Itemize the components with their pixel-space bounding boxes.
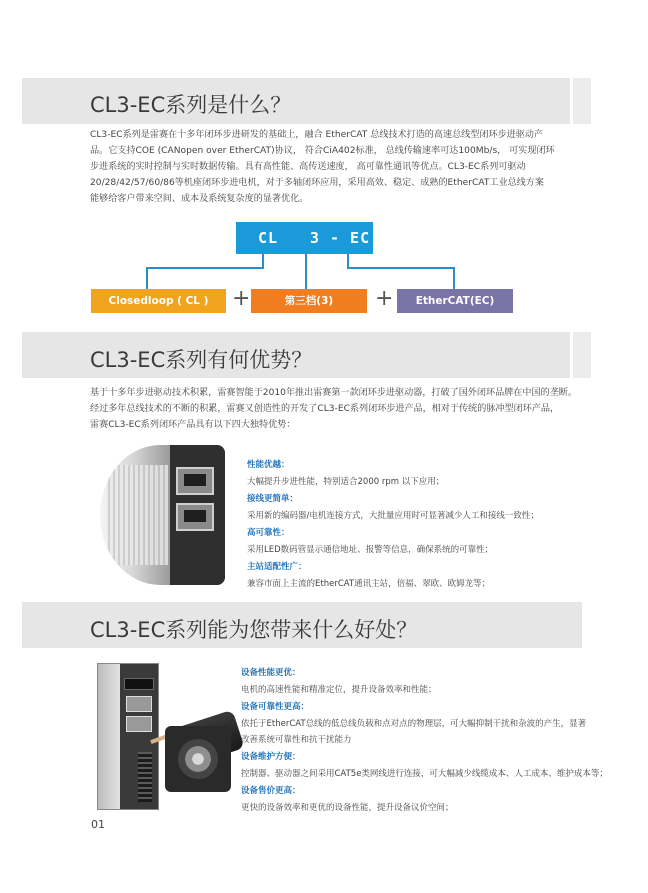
section2-line: 基于十多年步进驱动技术积累，雷赛智能于2010年推出雷赛第一款闭环步进驱动器，打破了国外闭环品牌在中国的垄断。 xyxy=(90,388,577,398)
section2-header-tab xyxy=(573,332,591,378)
ethercat-pill: EtherCAT(EC) xyxy=(397,289,513,313)
benefit-text: 改善系统可靠性和抗干扰能力 xyxy=(241,735,352,745)
feature-text: 采用LED数码管显示通信地址、报警等信息，确保系统的可靠性； xyxy=(247,545,494,555)
section1-line: CL3-EC系列是雷赛在十多年闭环步进研发的基础上，融合 EtherCAT 总线技术打造的高速总线型闭环步进驱动产 xyxy=(90,130,544,140)
feature-text: 采用新的编码器/电机连接方式，大批量应用时可显著减少人工和接线一致性； xyxy=(247,511,539,521)
benefit-title: 设备售价更高： xyxy=(241,786,301,796)
feature-text: 兼容市面上主流的EtherCAT通讯主站，倍福、翠欧、欧姆龙等； xyxy=(247,579,491,589)
third-level-pill: 第三档(3) xyxy=(251,289,367,313)
connector-line xyxy=(453,267,455,289)
benefit-title: 设备维护方便： xyxy=(241,752,301,762)
feature-text: 大幅提升步进性能，特别适合2000 rpm 以下应用； xyxy=(247,477,445,487)
plus-sign: + xyxy=(375,286,394,311)
model-name-box xyxy=(236,222,373,254)
benefit-text: 电机的高速性能和精准定位，提升设备效率和性能； xyxy=(241,685,437,695)
connector-line xyxy=(347,254,349,268)
section1-line: 能够给客户带来空间、成本及系统复杂度的显著优化。 xyxy=(90,194,309,204)
section1-title: CL3-EC系列是什么？ xyxy=(90,93,292,117)
section2-line: 经过多年总线技术的不断的积累，雷赛又创造性的开发了CL3-EC系列闭环步进产品，相对于传统的脉冲型闭环产品， xyxy=(90,404,560,414)
benefit-text: 依托于EtherCAT总线的低总线负载和点对点的物理层，可大幅抑制干扰和杂波的产生，显著 xyxy=(241,719,587,729)
section2-title: CL3-EC系列有何优势？ xyxy=(90,348,313,372)
connector-line xyxy=(146,267,264,269)
ethernet-port-product-image xyxy=(100,445,225,585)
plus-sign: + xyxy=(232,286,251,311)
section1-header-tab xyxy=(573,78,591,124)
connector-line xyxy=(305,254,307,289)
feature-title: 主站适配性广： xyxy=(247,562,307,572)
section2-line: 雷赛CL3-EC系列闭环产品具有以下四大独特优势： xyxy=(90,420,296,430)
section3-title: CL3-EC系列能为您带来什么好处？ xyxy=(90,618,418,642)
section1-line: 品。它支持COE (CANopen over EtherCAT)协议， 符合CiA402标准， 总线传输速率可达100Mb/s， 可实现闭环 xyxy=(90,146,555,156)
benefit-text: 更快的设备效率和更优的设备性能，提升设备议价空间； xyxy=(241,803,454,813)
feature-title: 接线更简单： xyxy=(247,494,299,504)
connector-line xyxy=(146,267,148,289)
stepper-motor-image xyxy=(165,726,231,792)
closedloop-pill: Closedloop ( CL ) xyxy=(91,289,226,313)
model-part-ec: - EC xyxy=(330,229,371,247)
benefit-text: 控制器、驱动器之间采用CAT5e类网线进行连接，可大幅减少线缆成本、人工成本、维护成本等； xyxy=(241,769,608,779)
page-number: 01 xyxy=(91,818,105,831)
benefit-title: 设备性能更优： xyxy=(241,668,301,678)
section2-paragraph xyxy=(90,385,605,433)
section1-line: 步进系统的实时控制与实时数据传输。具有高性能、高传送速度， 高可靠性通讯等优点。CL3-EC系列可驱动 xyxy=(90,162,526,172)
connector-line xyxy=(347,267,455,269)
section1-paragraph xyxy=(90,127,605,207)
feature-title: 性能优越： xyxy=(247,460,290,470)
model-part-3: 3 xyxy=(310,229,321,247)
benefit-title: 设备可靠性更高： xyxy=(241,702,310,712)
feature-title: 高可靠性： xyxy=(247,528,290,538)
model-part-cl: CL xyxy=(258,229,279,247)
connector-line xyxy=(262,254,264,268)
section1-line: 20/28/42/57/60/86等机座闭环步进电机，对于多轴闭环应用，采用高效、稳定、成熟的EtherCAT工业总线方案 xyxy=(90,178,544,188)
driver-product-image xyxy=(97,663,159,810)
